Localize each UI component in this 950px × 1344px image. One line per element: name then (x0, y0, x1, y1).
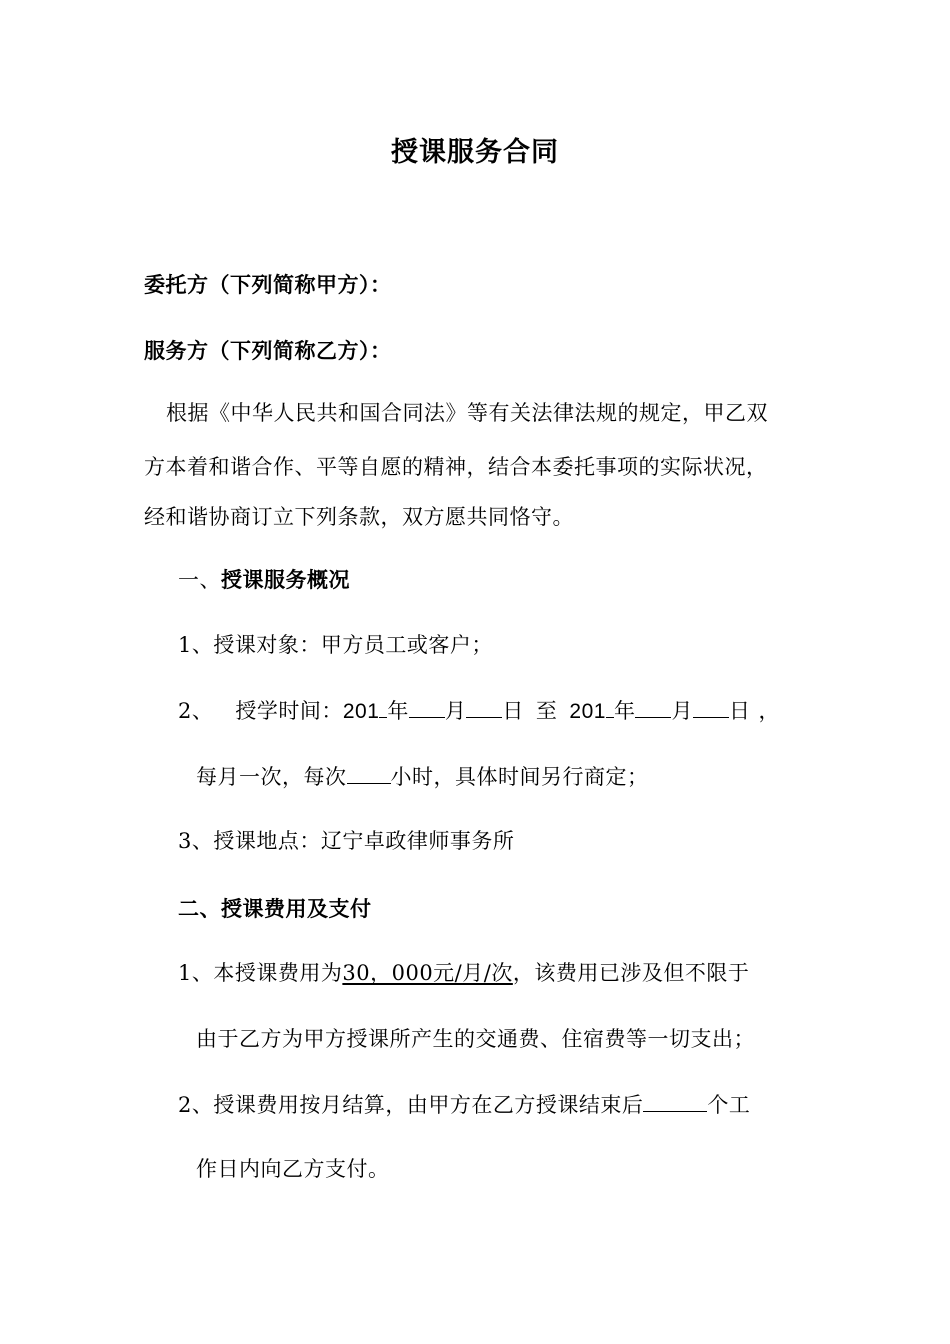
section1-heading (178, 565, 350, 595)
item2-yue-1: 月 (444, 699, 467, 723)
item2-nian-2: 年 (613, 699, 636, 723)
fee-suffix: ，该费用已涉及但不限于 (512, 961, 750, 985)
item2-cont-b: 小时，具体时间另行商定； (390, 765, 649, 789)
client-party-line: 委托方（下列简称甲方）： (144, 272, 392, 297)
year2-blank (606, 697, 614, 718)
item2-cont-a: 每月一次，每次 (196, 765, 347, 789)
payment-prefix: 2、授课费用按月结算，由甲方在乙方授课结束后 (178, 1093, 644, 1117)
preamble-line-3: 经和谐协商订立下列条款，双方愿共同恪守。 (144, 505, 574, 529)
day2-blank (693, 697, 729, 718)
preamble-line-2: 方本着和谐合作、平等自愿的精神，结合本委托事项的实际状况， (144, 455, 768, 479)
item2-to: 至 (535, 699, 558, 723)
hours-blank (347, 763, 391, 784)
item2-year2: 201 (569, 700, 606, 723)
item2-ri-1: 日 (502, 699, 524, 723)
section1-item3: 3、授课地点：辽宁卓政律师事务所 (178, 829, 515, 853)
section1-item1: 1、授课对象：甲方员工或客户； (178, 633, 493, 657)
document-title: 授课服务合同 (391, 137, 559, 168)
section1-item2 (178, 696, 780, 727)
day1-blank (466, 697, 502, 718)
month1-blank (409, 697, 445, 718)
month2-blank (635, 697, 671, 718)
fee-prefix: 1、本授课费用为 (178, 961, 343, 985)
section2-item1 (178, 958, 749, 988)
section1-heading-prefix: 一、 (178, 568, 221, 592)
item2-nian-1: 年 (387, 699, 409, 723)
section2-item2-continued: 作日内向乙方支付。 (196, 1157, 390, 1181)
section2-heading: 二、授课费用及支付 (178, 896, 372, 921)
item2-prefix: 2、 (178, 699, 214, 723)
item2-yue-2: 月 (671, 699, 693, 723)
section1-heading-text: 授课服务概况 (221, 567, 350, 592)
preamble-line-1: 根据《中华人民共和国合同法》等有关法律法规的规定，甲乙双 (166, 401, 768, 425)
item2-label: 授学时间： (235, 699, 343, 723)
section1-item2-continued (196, 762, 649, 792)
section2-item1-continued: 由于乙方为甲方授课所产生的交通费、住宿费等一切支出； (196, 1027, 755, 1051)
fee-amount: 30，000元/月/次 (342, 961, 513, 985)
item2-comma: ， (758, 699, 780, 723)
workdays-blank (643, 1091, 707, 1112)
section2-item2 (178, 1090, 750, 1120)
payment-suffix: 个工 (707, 1093, 751, 1117)
item2-year1: 201 (342, 700, 380, 723)
provider-party-line: 服务方（下列简称乙方）： (144, 338, 392, 363)
item2-ri-2: 日 (728, 699, 751, 723)
